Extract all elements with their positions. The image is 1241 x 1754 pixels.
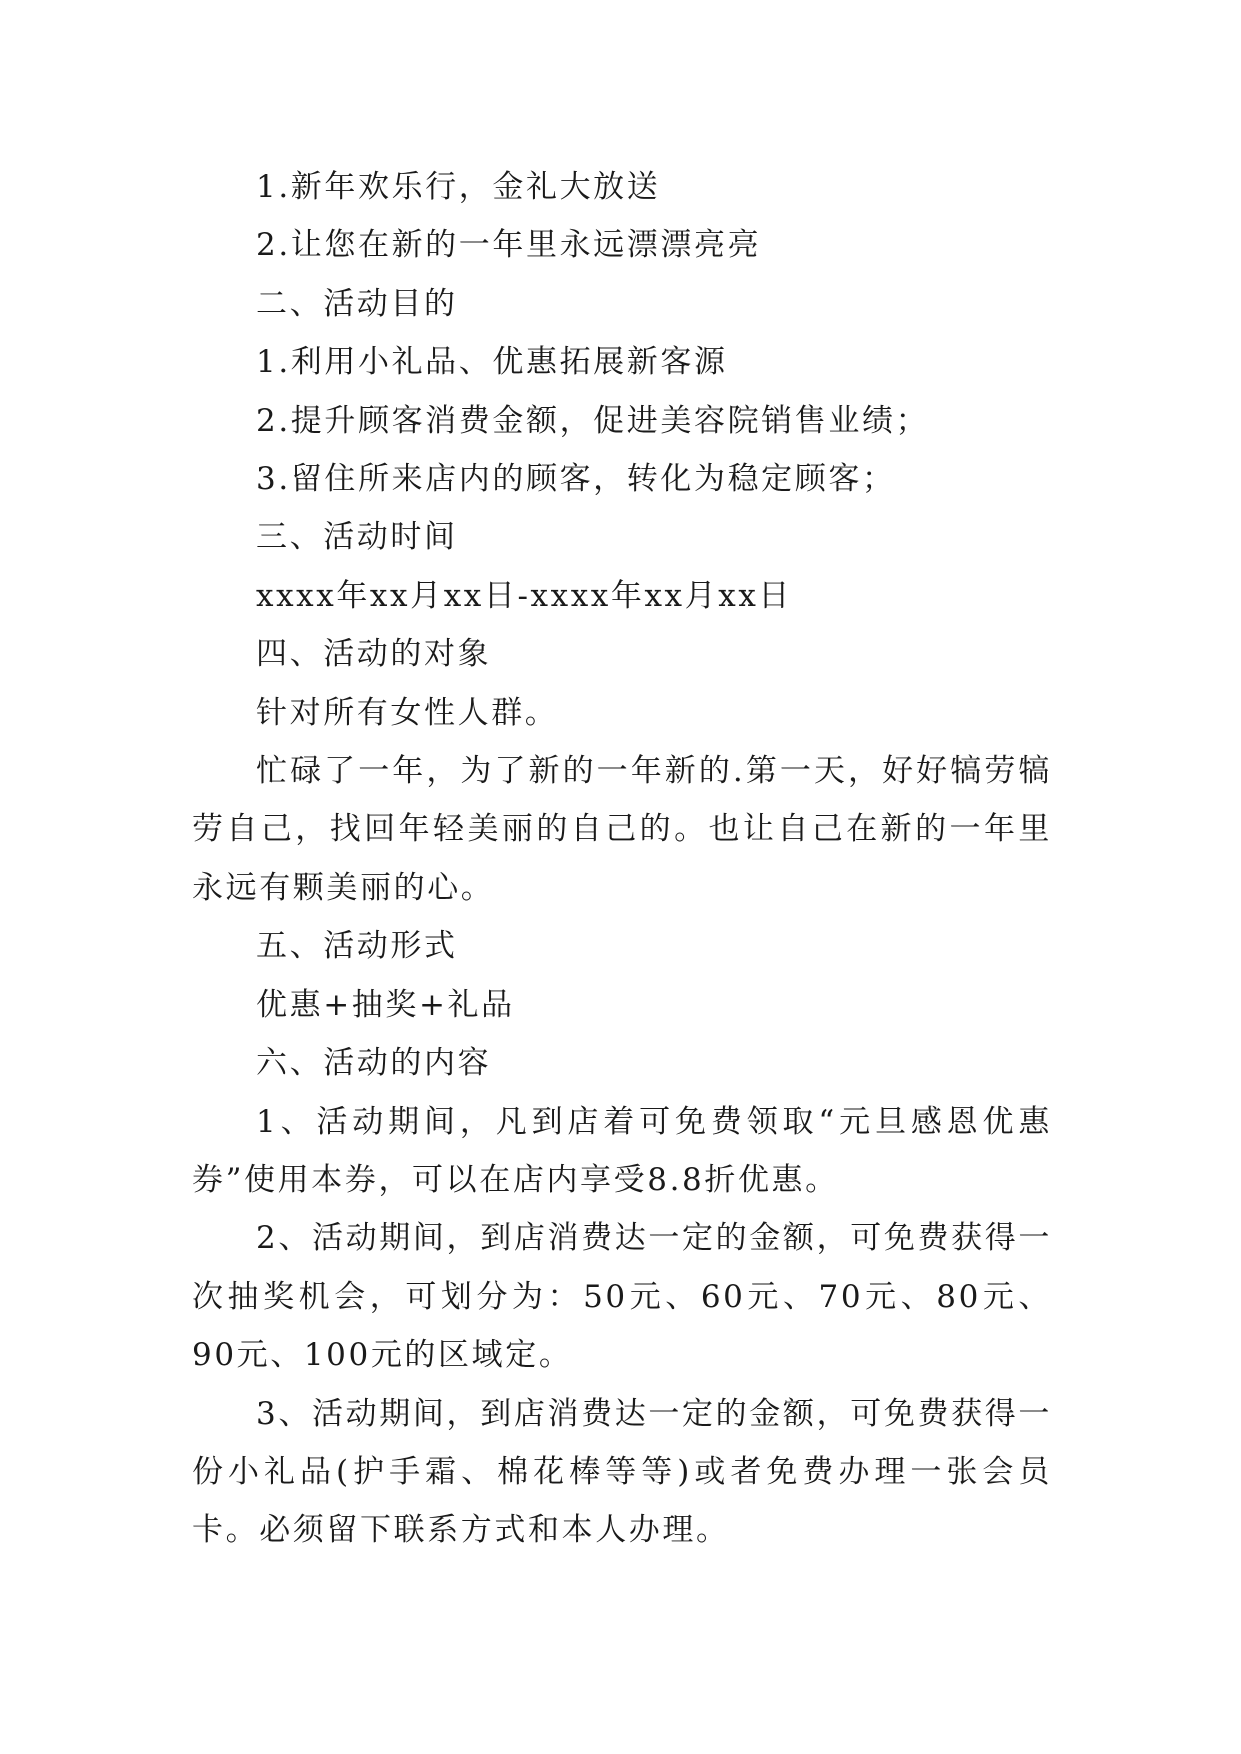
section-heading: 三、活动时间 [256,519,458,556]
paragraph: 1、活动期间，凡到店着可免费领取“元旦感恩优惠券”使用本券，可以在店内享受8.8折优惠。 [192,1103,1052,1198]
paragraph: 忙碌了一年，为了新的一年新的.第一天，好好犒劳犒劳自己，找回年轻美丽的自己的。也让自己在新的一年里永远有颗美丽的心。 [192,753,1052,906]
section-heading: 二、活动目的 [256,285,458,322]
paragraph: 1.利用小礼品、优惠拓展新客源 [256,344,728,381]
paragraph: 3、活动期间，到店消费达一定的金额，可免费获得一份小礼品(护手霜、棉花棒等等)或者免费办理一张会员卡。必须留下联系方式和本人办理。 [192,1395,1052,1549]
paragraph: 2.提升顾客消费金额，促进美容院销售业绩； [256,402,930,439]
paragraph: 3.留住所来店内的顾客，转化为稳定顾客； [256,461,896,498]
paragraph: 优惠+抽奖+礼品 [256,986,515,1023]
document-body [192,158,1052,1560]
paragraph: xxxx年xx月xx日-xxxx年xx月xx日 [256,577,793,614]
section-heading: 五、活动形式 [256,928,458,965]
paragraph: 2、活动期间，到店消费达一定的金额，可免费获得一次抽奖机会，可划分为：50元、60元、70元、80元、90元、100元的区域定。 [192,1220,1052,1374]
section-heading: 六、活动的内容 [256,1045,492,1082]
section-heading: 四、活动的对象 [256,636,492,673]
paragraph: 针对所有女性人群。 [256,694,559,731]
paragraph: 2.让您在新的一年里永远漂漂亮亮 [256,227,762,264]
paragraph: 1.新年欢乐行，金礼大放送 [256,169,661,205]
